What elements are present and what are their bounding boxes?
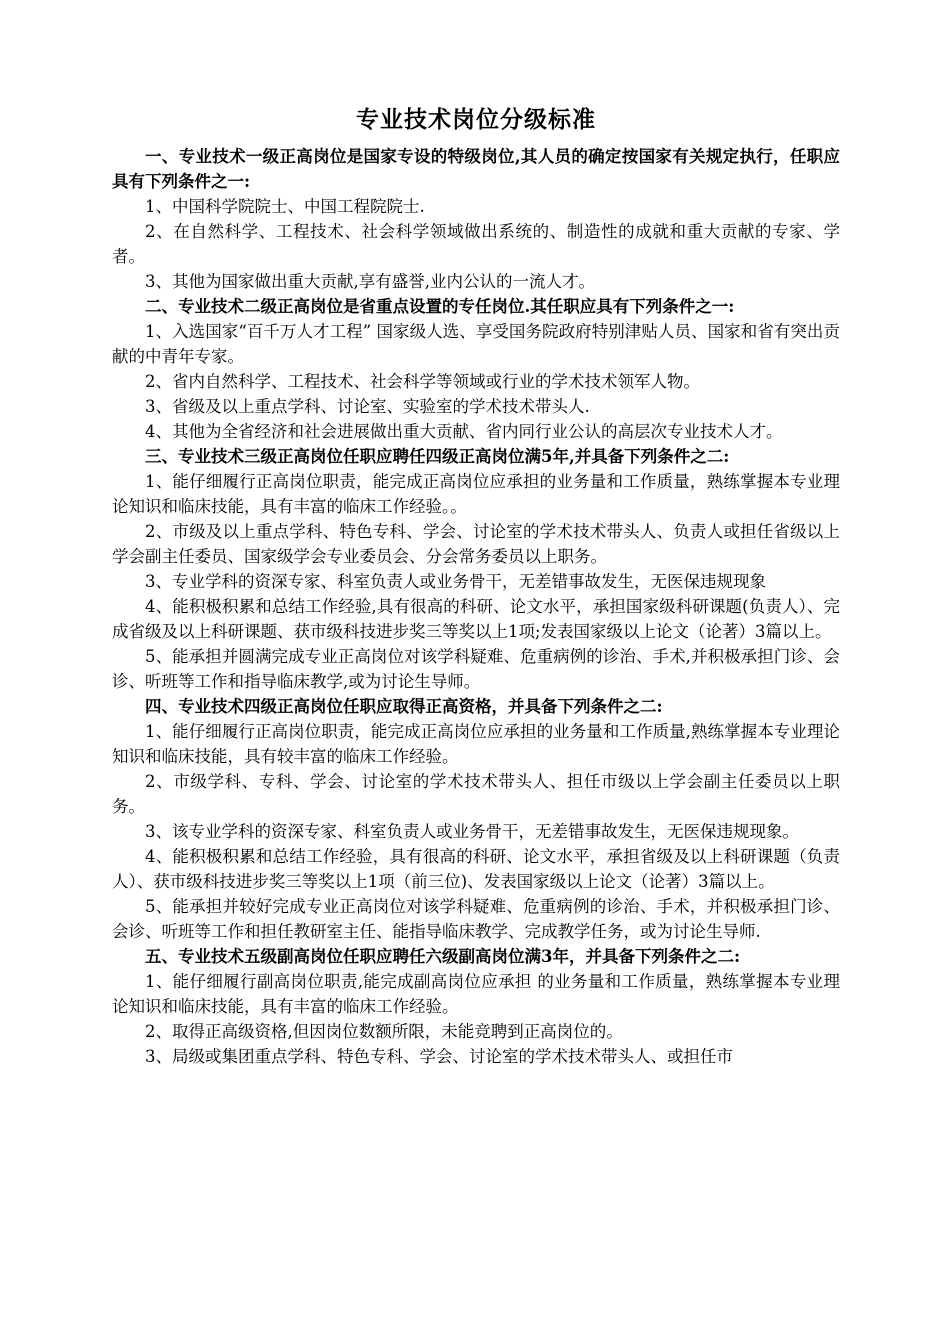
list-item: 1、中国科学院院士、中国工程院院士. xyxy=(145,197,425,216)
section-heading: 三、专业技术三级正高岗位任职应聘任四级正高岗位满5年,并具备下列条件之二: xyxy=(145,447,730,466)
section-heading: 五、专业技术五级副高岗位任职应聘任六级副高岗位满3年，并具备下列条件之二: xyxy=(145,947,741,966)
list-item: 2、市级及以上重点学科、特色专科、学会、讨论室的学术技术带头人、负责人或担任省级以上学会副主任委员、国家级学会专业委员会、分会常务委员以上职务。 xyxy=(112,522,840,566)
list-item: 4、能积极积累和总结工作经验，具有很高的科研、论文水平，承担省级及以上科研课题（负责人）、获市级科技进步奖三等奖以上1项（前三位)、发表国家级以上论文（论著）3篇以上。 xyxy=(112,847,840,891)
list-item: 1、入选国家“百千万人才工程” 国家级人选、享受国务院政府特别津贴人员、国家和省有突出贡献的中青年专家。 xyxy=(112,322,840,366)
list-item: 1、能仔细履行正高岗位职责，能完成正高岗位应承担的业务量和工作质量,熟练掌握本专业理论知识和临床技能，具有较丰富的临床工作经验。 xyxy=(112,722,840,766)
section-heading: 四、专业技术四级正高岗位任职应取得正高资格，并具备下列条件之二: xyxy=(145,697,663,716)
list-item: 2、市级学科、专科、学会、讨论室的学术技术带头人、担任市级以上学会副主任委员以上职务。 xyxy=(112,772,840,816)
section-heading: 一、专业技术一级正高岗位是国家专设的特级岗位,其人员的确定按国家有关规定执行，任职应具有下列条件之一: xyxy=(112,147,840,191)
document-title: 专业技术岗位分级标准 xyxy=(356,106,596,133)
list-item: 2、省内自然科学、工程技术、社会科学等领域或行业的学术技术领军人物。 xyxy=(145,372,700,391)
document-body xyxy=(112,144,840,1069)
list-item: 3、专业学科的资深专家、科室负责人或业务骨干，无差错事故发生，无医保违规现象 xyxy=(145,572,766,591)
list-item: 3、其他为国家做出重大贡献,享有盛誉,业内公认的一流人才。 xyxy=(145,272,595,291)
list-item: 1、能仔细履行正高岗位职责，能完成正高岗位应承担的业务量和工作质量，熟练掌握本专业理论知识和临床技能，具有丰富的临床工作经验。。 xyxy=(112,472,840,516)
section-heading: 二、专业技术二级正高岗位是省重点设置的专任岗位.其任职应具有下列条件之一: xyxy=(145,297,735,316)
list-item: 3、该专业学科的资深专家、科室负责人或业务骨干，无差错事故发生，无医保违规现象。 xyxy=(145,822,799,841)
list-item: 1、能仔细履行副高岗位职责,能完成副高岗位应承担 的业务量和工作质量，熟练掌握本专业理论知识和临床技能，具有丰富的临床工作经验。 xyxy=(112,972,840,1016)
list-item: 5、能承担并较好完成专业正高岗位对该学科疑难、危重病例的诊治、手术，并积极承担门诊、会诊、听班等工作和担任教研室主任、能指导临床教学、完成教学任务，或为讨论生导师. xyxy=(112,897,840,941)
list-item: 2、取得正高级资格,但因岗位数额所限，未能竞聘到正高岗位的。 xyxy=(145,1022,623,1041)
list-item: 4、其他为全省经济和社会进展做出重大贡献、省内同行业公认的高层次专业技术人才。 xyxy=(145,422,783,441)
list-item: 5、能承担并圆满完成专业正高岗位对该学科疑难、危重病例的诊治、手术,并积极承担门诊、会诊、听班等工作和指导临床教学,或为讨论生导师。 xyxy=(112,647,840,691)
list-item: 2、在自然科学、工程技术、社会科学领域做出系统的、制造性的成就和重大贡献的专家、学者。 xyxy=(112,222,840,266)
document-page xyxy=(112,104,840,1069)
list-item: 3、省级及以上重点学科、讨论室、实验室的学术技术带头人. xyxy=(145,397,590,416)
list-item: 4、能积极积累和总结工作经验,具有很高的科研、论文水平，承担国家级科研课题(负责人）、完成省级及以上科研课题、获市级科技进步奖三等奖以上1项;发表国家级以上论文（论著）3篇以上。 xyxy=(112,597,840,641)
list-item: 3、局级或集团重点学科、特色专科、学会、讨论室的学术技术带头人、或担任市 xyxy=(145,1047,733,1066)
